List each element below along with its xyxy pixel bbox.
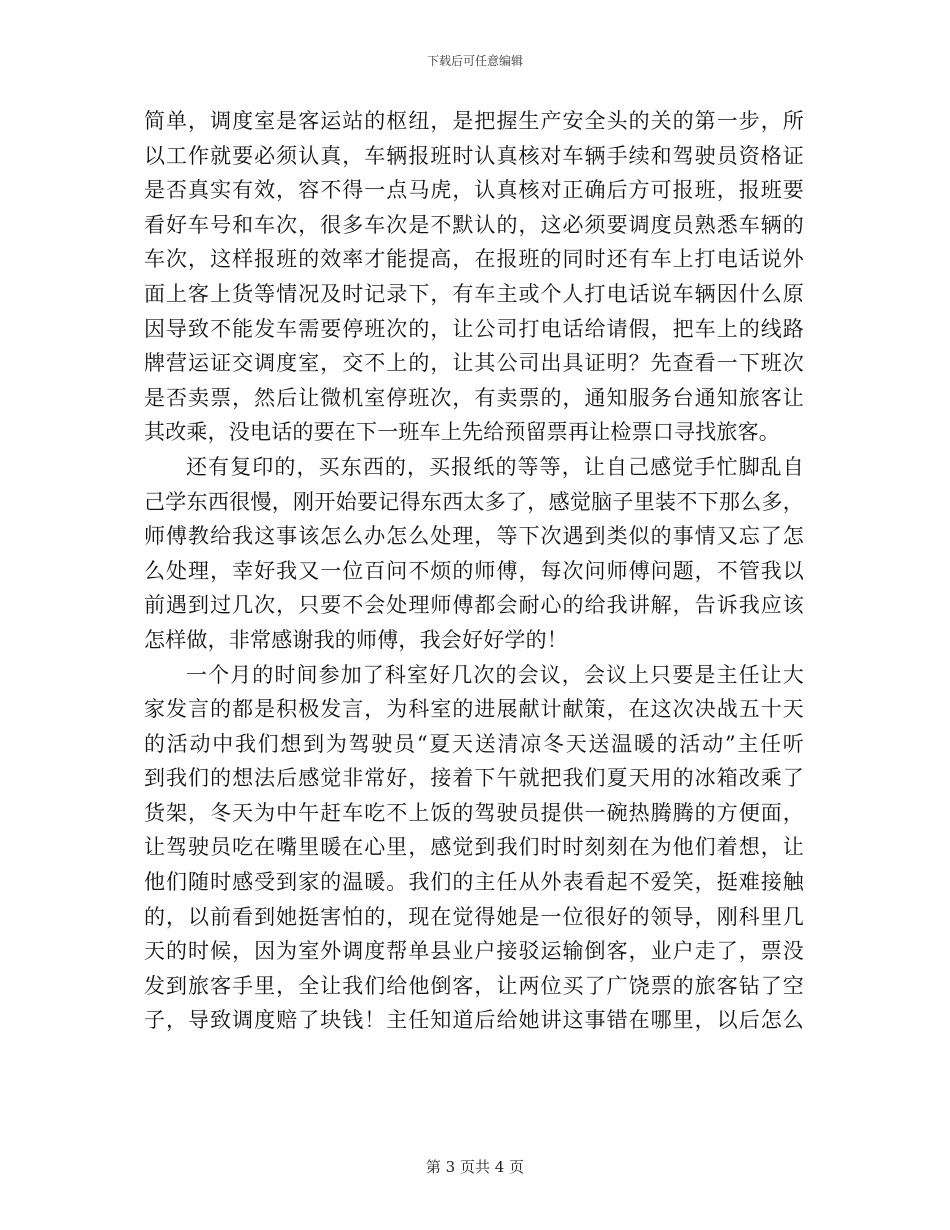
- text-line: 天的时候，因为室外调度帮单县业户接驳运输倒客，业户走了，票没: [144, 939, 804, 964]
- paragraph-2: [144, 450, 804, 658]
- text-line: 己学东西很慢，刚开始要记得东西太多了，感觉脑子里装不下那么多，: [144, 489, 804, 514]
- text-line: 是否真实有效，容不得一点马虎，认真核对正确后方可报班，报班要: [144, 178, 804, 203]
- paragraph-1: [144, 104, 804, 450]
- text-line: 因导致不能发车需要停班次的，让公司打电话给请假，把车上的线路: [144, 316, 804, 341]
- text-line: 货架，冬天为中午赶车吃不上饭的驾驶员提供一碗热腾腾的方便面，: [144, 800, 804, 825]
- text-line: 么处理，幸好我又一位百问不烦的师傅，每次问师傅问题，不管我以: [144, 558, 804, 583]
- text-line: 他们随时感受到家的温暖。我们的主任从外表看起不爱笑，挺难接触: [144, 870, 804, 895]
- text-line: 子，导致调度赔了块钱！主任知道后给她讲这事错在哪里，以后怎么: [144, 1008, 804, 1033]
- text-line: 的，以前看到她挺害怕的，现在觉得她是一位很好的领导，刚科里几: [144, 904, 804, 929]
- text-line: 车次，这样报班的效率才能提高，在报班的同时还有车上打电话说外: [144, 247, 804, 272]
- page-footer: 第 3 页共 4 页: [425, 1158, 525, 1176]
- text-line: 前遇到过几次，只要不会处理师傅都会耐心的给我讲解，告诉我应该: [144, 593, 804, 618]
- text-line: 怎样做，非常感谢我的师傅，我会好好学的！: [144, 627, 568, 652]
- text-line: 一个月的时间参加了科室好几次的会议，会议上只要是主任让大: [186, 662, 804, 687]
- text-line: 让驾驶员吃在嘴里暖在心里，感觉到我们时时刻刻在为他们着想，让: [144, 835, 804, 860]
- text-line: 简单，调度室是客运站的枢纽，是把握生产安全头的关的第一步，所: [144, 109, 804, 133]
- text-line: 的活动中我们想到为驾驶员“夏天送清凉冬天送温暖的活动”主任听: [144, 731, 804, 756]
- text-line: 到我们的想法后感觉非常好，接着下午就把我们夏天用的冰箱改乘了: [144, 766, 804, 791]
- text-line: 以工作就要必须认真，车辆报班时认真核对车辆手续和驾驶员资格证: [144, 143, 804, 168]
- text-line: 看好车号和车次，很多车次是不默认的，这必须要调度员熟悉车辆的: [144, 212, 804, 237]
- document-body: [144, 104, 804, 1038]
- paragraph-3: [144, 658, 804, 1039]
- text-line: 家发言的都是积极发言，为科室的进展献计献策，在这次决战五十天: [144, 697, 804, 722]
- text-line: 是否卖票，然后让微机室停班次，有卖票的，通知服务台通知旅客让: [144, 385, 804, 410]
- text-line: 发到旅客手里，全让我们给他倒客，让两位买了广饶票的旅客钻了空: [144, 973, 804, 998]
- text-line: 还有复印的，买东西的，买报纸的等等，让自己感觉手忙脚乱自: [186, 454, 804, 479]
- text-line: 牌营运证交调度室，交不上的，让其公司出具证明？先查看一下班次: [144, 351, 804, 376]
- text-line: 师傅教给我这事该怎么办怎么处理，等下次遇到类似的事情又忘了怎: [144, 524, 804, 549]
- page-header: 下载后可任意编辑: [426, 54, 523, 68]
- text-line: 面上客上货等情况及时记录下，有车主或个人打电话说车辆因什么原: [144, 281, 804, 306]
- text-line: 其改乘，没电话的要在下一班车上先给预留票再让检票口寻找旅客。: [144, 420, 780, 445]
